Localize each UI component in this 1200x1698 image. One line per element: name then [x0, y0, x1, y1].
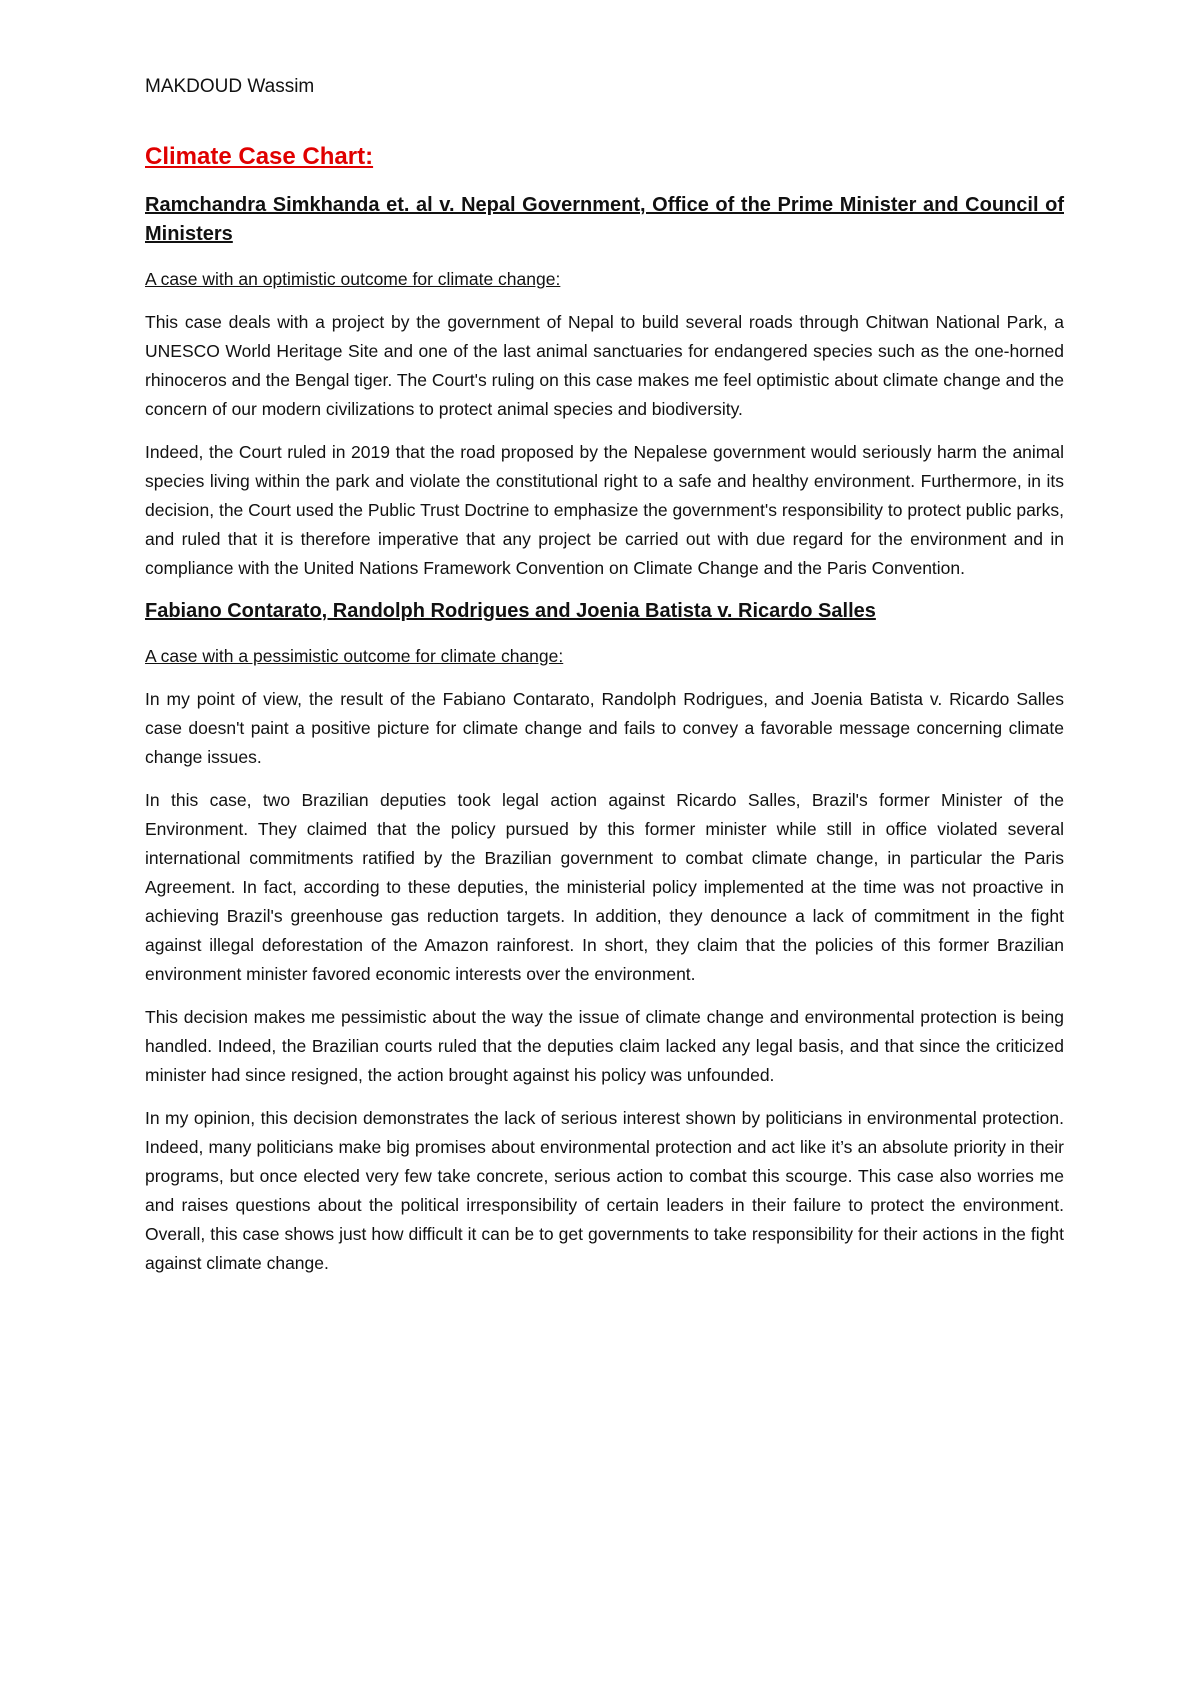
case-outcome-label: A case with an optimistic outcome for climate change: [145, 269, 561, 289]
paragraph: Indeed, the Court ruled in 2019 that the road proposed by the Nepalese government would seriously harm the animal species living within the park and violate the constitutional right to a safe and healthy environment. Furthermore, in its decision, the Court used the Public Trust Doctrine to emphasize the government's responsibility to protect public parks, and ruled that it is therefore imperative that any project be carried out with due regard for the environment and in compliance with the United Nations Framework Convention on Climate Change and the Paris Convention. [145, 442, 1064, 578]
paragraph: In my point of view, the result of the Fabiano Contarato, Randolph Rodrigues, and Joenia Batista v. Ricardo Salles case doesn't paint a positive picture for climate change and fails to convey a favorable message concerning climate change issues. [145, 689, 1064, 767]
case-title: Ramchandra Simkhanda et. al v. Nepal Government, Office of the Prime Minister and Council of Ministers [145, 194, 1064, 245]
document-title: Climate Case Chart: [145, 143, 374, 170]
case-section-nepal [145, 191, 1064, 583]
case-outcome-label: A case with a pessimistic outcome for climate change: [145, 646, 564, 666]
paragraph: In my opinion, this decision demonstrates the lack of serious interest shown by politicians in environmental protection. Indeed, many politicians make big promises about environmental protection and act like it’s an absolute priority in their programs, but once elected very few take concrete, serious action to combat this scourge. This case also worries me and raises questions about the political irresponsibility of certain leaders in their failure to protect the environment. Overall, this case shows just how difficult it can be to get governments to take responsibility for their actions in the fight against climate change. [145, 1108, 1064, 1273]
case-section-brazil [145, 597, 1064, 1278]
paragraph: This case deals with a project by the government of Nepal to build several roads through Chitwan National Park, a UNESCO World Heritage Site and one of the last animal sanctuaries for endangered species such as the one-horned rhinoceros and the Bengal tiger. The Court's ruling on this case makes me feel optimistic about climate change and the concern of our modern civilizations to protect animal species and biodiversity. [145, 312, 1064, 419]
paragraph: In this case, two Brazilian deputies took legal action against Ricardo Salles, Brazil's former Minister of the Environment. They claimed that the policy pursued by this former minister while still in office violated several international commitments ratified by the Brazilian government to combat climate change, in particular the Paris Agreement. In fact, according to these deputies, the ministerial policy implemented at the time was not proactive in achieving Brazil's greenhouse gas reduction targets. In addition, they denounce a lack of commitment in the fight against illegal deforestation of the Amazon rainforest. In short, they claim that the policies of this former Brazilian environment minister favored economic interests over the environment. [145, 790, 1064, 984]
author-name: MAKDOUD Wassim [145, 76, 315, 97]
paragraph: This decision makes me pessimistic about the way the issue of climate change and environmental protection is being handled. Indeed, the Brazilian courts ruled that the deputies claim lacked any legal basis, and that since the criticized minister had since resigned, the action brought against his policy was unfounded. [145, 1007, 1064, 1085]
case-title: Fabiano Contarato, Randolph Rodrigues and Joenia Batista v. Ricardo Salles [145, 600, 876, 622]
